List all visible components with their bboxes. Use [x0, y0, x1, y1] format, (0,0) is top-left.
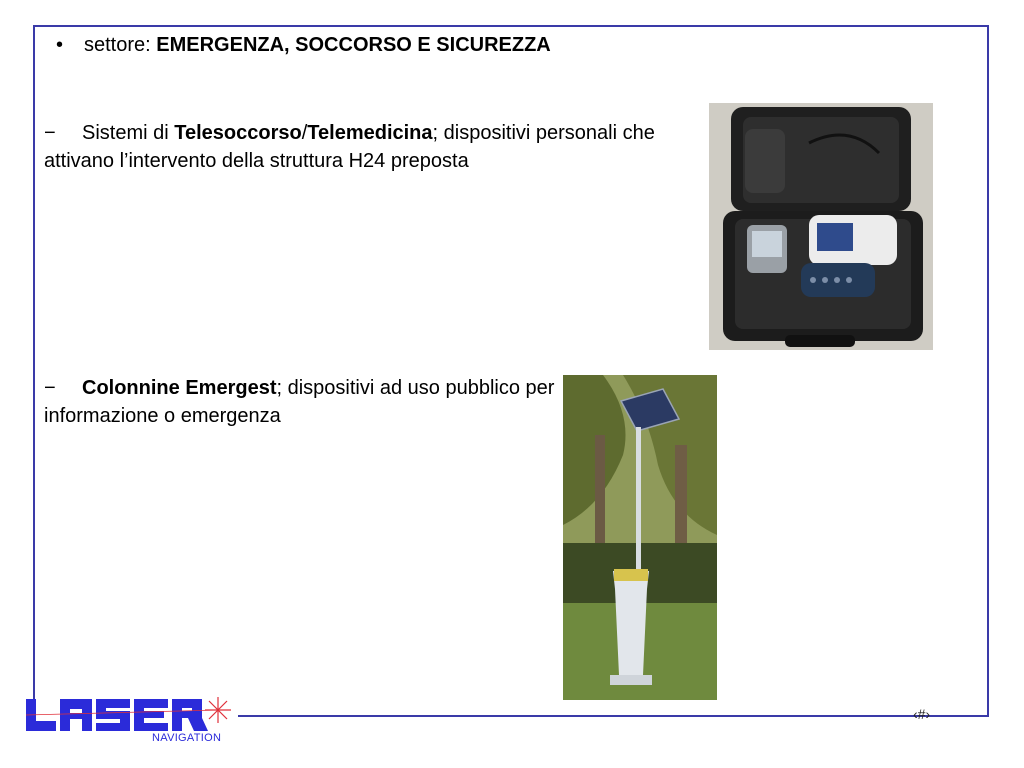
item-colonnine	[44, 374, 564, 430]
item-telesoccorso	[44, 119, 684, 175]
item1-bold-a: Telesoccorso	[174, 122, 302, 144]
frame-bottom-line	[238, 715, 989, 717]
item2-bold: Colonnine Emergest	[82, 377, 277, 399]
item1-bold-b: Telemedicina	[307, 122, 433, 144]
laser-navigation-logo	[22, 693, 242, 753]
bullet-dot: •	[56, 34, 64, 56]
sector-prefix: settore:	[84, 34, 157, 56]
sector-heading	[56, 34, 551, 57]
telecare-case-photo	[709, 103, 933, 350]
emergency-column-photo	[563, 375, 717, 700]
item1-text-b: ; dispositivi personali che attivano l’intervento della struttura H24 preposta	[44, 122, 655, 172]
logo-subtitle: NAVIGATION	[152, 732, 222, 744]
item1-text-a: Sistemi di	[82, 122, 175, 144]
dash: −	[44, 377, 56, 399]
item1-sep: /	[301, 122, 308, 144]
sector-title: EMERGENZA, SOCCORSO E SICUREZZA	[156, 34, 551, 56]
page-number: ‹#›	[913, 706, 931, 722]
dash: −	[44, 122, 56, 144]
item2-text: ; dispositivi ad uso pubblico per informazione o emergenza	[44, 377, 555, 427]
